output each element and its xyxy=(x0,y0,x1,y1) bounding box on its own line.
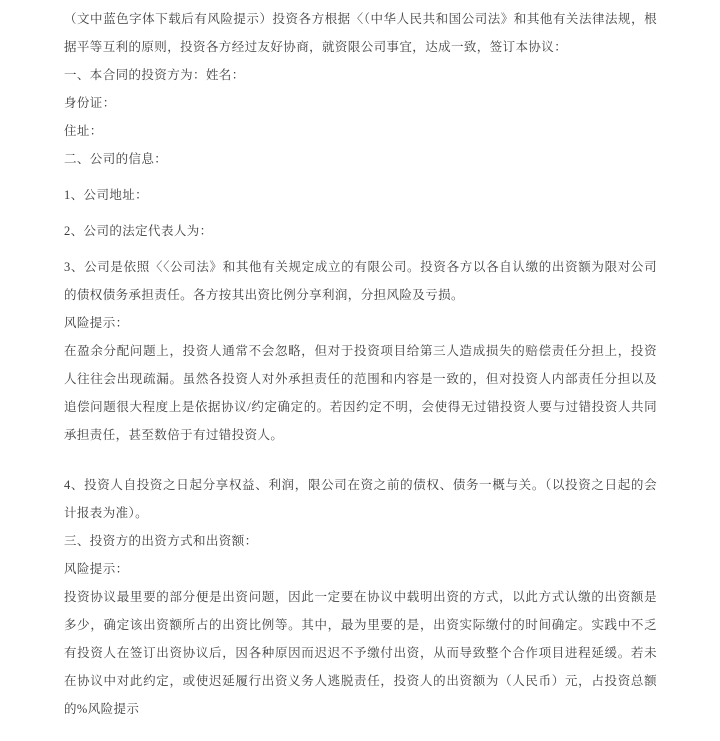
paragraph-intro: （文中蓝色字体下载后有风险提示）投资各方根据〈（中华人民共和国公司法》和其他有关法律法规，根据平等互利的原则，投资各方经过友好协商，就资限公司事宜，达成一致，签订本协议： xyxy=(64,12,657,54)
paragraph-address-field: 住址： xyxy=(64,124,103,138)
paragraph-id-card-field: 身份证： xyxy=(64,96,116,110)
paragraph-item-3: 3、公司是依照〈〈公司法》和其他有关规定成立的有限公司。投资各方以各自认缴的出资额为限对公司的债权债务承担责任。各方按其出资比例分享利润，分担风险及亏损。 xyxy=(64,260,657,302)
paragraph-risk-text-2: 投资协议最里要的部分便是出资问题，因此一定要在协议中载明出资的方式，以此方式认缴的出资额是多少，确定该出资额所占的出资比例等。其中，最为里要的是，出资实际缴付的时间确定。实践中不乏有投资人在签订出资协议后，因各种原因而迟迟不予缴付出资，从而导致整个合作项目进程延缓。若未在协议中对此约定，或使迟延履行出资义务人逃脱责任，投资人的出资额为（人民币）元，占投资总额的%风险提示 xyxy=(64,590,657,716)
paragraph-section-3-heading: 三、投资方的出资方式和出资额： xyxy=(64,534,258,548)
paragraph-item-4: 4、投资人自投资之日起分享权益、利润，限公司在资之前的债权、债务一概与关。（以投资之日起的会计报表为准）。 xyxy=(64,478,657,520)
paragraph-item-2: 2、公司的法定代表人为： xyxy=(64,224,213,238)
paragraph-section-1-heading: 一、本合同的投资方为：姓名： xyxy=(64,68,245,82)
paragraph-risk-label-2: 风险提示： xyxy=(64,562,129,576)
paragraph-risk-label-1: 风险提示： xyxy=(64,316,129,330)
paragraph-risk-text-1: 在盈余分配问题上，投资人通常不会忽略，但对于投资项目给第三人造成损失的赔偿责任分担上，投资人往往会出现疏漏。虽然各投资人对外承担责任的范围和内容是一致的，但对投资人内部责任分担以及追偿问题很大程度上是依据协议/约定确定的。若因约定不明，会使得无过错投资人要与过错投资人共同承担责任，甚至数倍于有过错投资人。 xyxy=(64,344,657,442)
paragraph-section-2-heading: 二、公司的信息： xyxy=(64,152,168,166)
paragraph-item-1: 1、公司地址： xyxy=(64,188,149,202)
